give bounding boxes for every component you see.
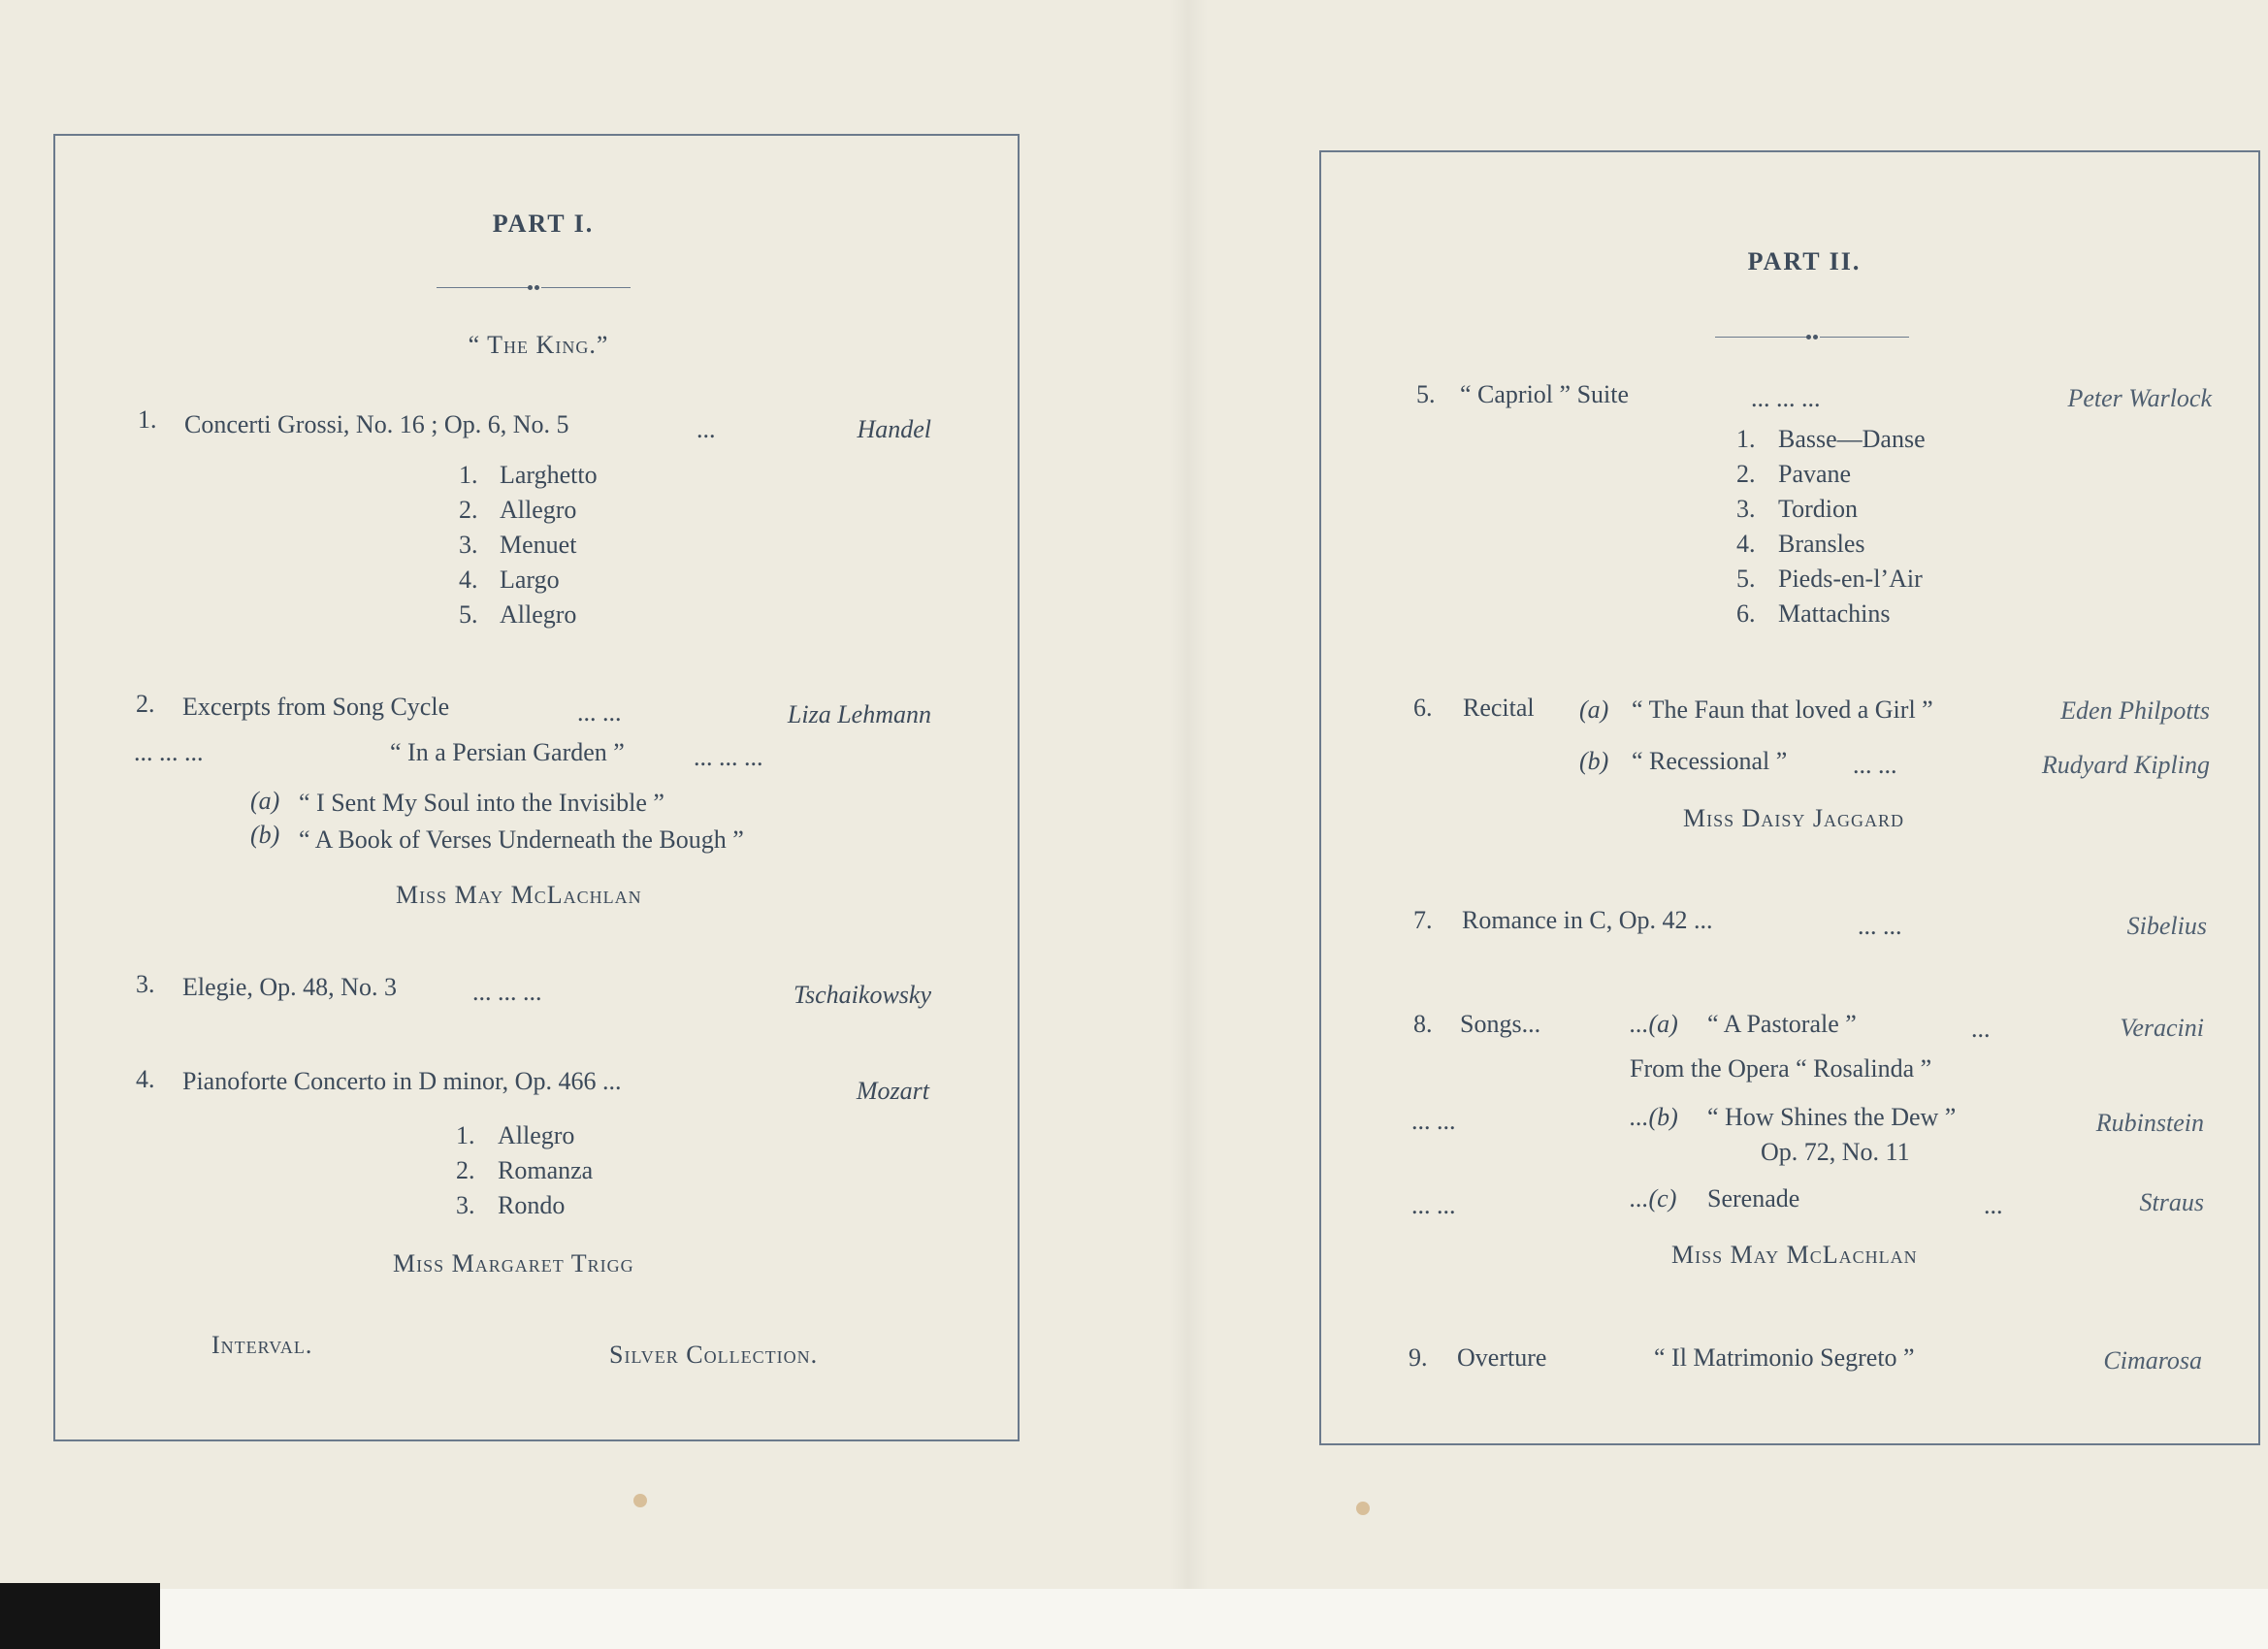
- item-number: 7.: [1413, 906, 1433, 934]
- movement-label: Pieds-en-l’Air: [1778, 565, 1923, 593]
- item-number: 6.: [1413, 694, 1433, 722]
- item-title: Pianoforte Concerto in D minor, Op. 466 ...: [182, 1067, 622, 1095]
- item-number: 4.: [136, 1065, 155, 1093]
- movement-label: Tordion: [1778, 495, 1858, 523]
- movement-number: 6.: [1736, 599, 1756, 628]
- movement-label: Mattachins: [1778, 599, 1891, 628]
- scan-edge-dark: [0, 1583, 160, 1649]
- movement-number: 5.: [1736, 565, 1756, 593]
- poem-title: “ The Faun that loved a Girl ”: [1632, 695, 1933, 724]
- leader-dots: ... ...: [1411, 1191, 1456, 1219]
- movement-number: 4.: [459, 566, 478, 594]
- leader-dots: ...: [1984, 1191, 2003, 1219]
- part-letter: (a): [250, 787, 280, 815]
- stain-spot: [633, 1494, 647, 1507]
- collection-label: Silver Collection.: [609, 1341, 819, 1369]
- opera-note: From the Opera “ Rosalinda ”: [1630, 1054, 1932, 1083]
- movement-label: Allegro: [498, 1121, 575, 1149]
- leader-dots: ... ... ...: [472, 978, 542, 1006]
- poem-title: “ Recessional ”: [1632, 747, 1788, 775]
- leader-dots: ... ...: [1411, 1107, 1456, 1135]
- item-title: Recital: [1463, 694, 1535, 722]
- item-number: 2.: [136, 690, 155, 718]
- composer: Liza Lehmann: [787, 700, 931, 728]
- song-title: Serenade: [1707, 1184, 1800, 1212]
- part-one-heading: PART I.: [492, 210, 595, 238]
- performer: Miss May McLachlan: [396, 881, 642, 909]
- movement-number: 1.: [1736, 425, 1756, 453]
- movement-number: 4.: [1736, 530, 1756, 558]
- movement-number: 1.: [459, 461, 478, 489]
- movement-label: Menuet: [500, 531, 577, 559]
- song-title: “ How Shines the Dew ”: [1707, 1103, 1957, 1131]
- leader-dots: ...: [1971, 1015, 1991, 1043]
- composer: Rubinstein: [2095, 1109, 2204, 1137]
- item-title: Elegie, Op. 48, No. 3: [182, 973, 397, 1001]
- movement-label: Larghetto: [500, 461, 598, 489]
- movement-label: Allegro: [500, 496, 577, 524]
- ornament-dot: [1813, 335, 1818, 340]
- ornament-dot: [528, 285, 533, 290]
- item-title: Songs...: [1460, 1010, 1541, 1038]
- movement-label: Rondo: [498, 1191, 566, 1219]
- performer: Miss May McLachlan: [1671, 1241, 1918, 1269]
- leader-dots: ... ...: [1858, 912, 1902, 940]
- movement-number: 2.: [1736, 460, 1756, 488]
- leader-dots: ... ...: [577, 698, 622, 727]
- part-letter: ...(c): [1630, 1184, 1677, 1212]
- leader-dots: ... ... ...: [1751, 384, 1821, 412]
- stain-spot: [1356, 1502, 1370, 1515]
- opera-title: “ Il Matrimonio Segreto ”: [1654, 1343, 1915, 1372]
- ornament-rule: [1820, 337, 1909, 338]
- part-letter: (b): [250, 821, 280, 849]
- movement-label: Allegro: [500, 600, 577, 629]
- interval-label: Interval.: [211, 1331, 313, 1359]
- item-number: 9.: [1409, 1343, 1428, 1372]
- ornament-dot: [535, 285, 539, 290]
- movement-label: Romanza: [498, 1156, 594, 1184]
- leader-dots: ...: [697, 415, 716, 443]
- part-letter: (b): [1579, 747, 1609, 775]
- ornament-rule: [437, 287, 532, 288]
- leader-dots: ... ... ...: [134, 738, 204, 766]
- performer: Miss Margaret Trigg: [393, 1249, 634, 1277]
- ornament-rule: [541, 287, 631, 288]
- movement-number: 3.: [1736, 495, 1756, 523]
- item-title: Overture: [1457, 1343, 1547, 1372]
- item-number: 5.: [1416, 380, 1436, 408]
- part-letter: ...(a): [1630, 1010, 1678, 1038]
- composer: Mozart: [856, 1077, 929, 1105]
- item-title: Excerpts from Song Cycle: [182, 693, 450, 721]
- ornament-rule: [1715, 337, 1810, 338]
- leader-dots: ... ... ...: [694, 743, 763, 771]
- movement-number: 5.: [459, 600, 478, 629]
- anthem-title: “ The King.”: [468, 331, 609, 359]
- movement-number: 3.: [459, 531, 478, 559]
- leader-dots: ... ...: [1853, 751, 1897, 779]
- part-letter: (a): [1579, 695, 1609, 724]
- scan-edge-light: [160, 1589, 2268, 1649]
- song-title: “ A Book of Verses Underneath the Bough ”: [299, 825, 744, 854]
- composer: Veracini: [2120, 1014, 2204, 1042]
- ornament-dot: [1806, 335, 1811, 340]
- poet: Rudyard Kipling: [2041, 751, 2210, 779]
- movement-number: 2.: [456, 1156, 475, 1184]
- part-two-heading: PART II.: [1747, 247, 1862, 275]
- movement-number: 1.: [456, 1121, 475, 1149]
- movement-label: Bransles: [1778, 530, 1865, 558]
- song-title: “ A Pastorale ”: [1707, 1010, 1857, 1038]
- movement-number: 2.: [459, 496, 478, 524]
- movement-label: Basse—Danse: [1778, 425, 1926, 453]
- composer: Straus: [2139, 1188, 2204, 1216]
- composer: Handel: [857, 415, 931, 443]
- page-fold-shadow: [1169, 0, 1208, 1591]
- composer: Cimarosa: [2103, 1346, 2202, 1374]
- item-title: “ Capriol ” Suite: [1460, 380, 1630, 408]
- item-title: Concerti Grossi, No. 16 ; Op. 6, No. 5: [184, 410, 569, 438]
- composer: Tschaikowsky: [793, 981, 931, 1009]
- poet: Eden Philpotts: [2060, 696, 2210, 725]
- song-cycle-title: “ In a Persian Garden ”: [390, 738, 625, 766]
- composer: Sibelius: [2126, 912, 2207, 940]
- item-title: Romance in C, Op. 42 ...: [1462, 906, 1713, 934]
- composer: Peter Warlock: [2067, 384, 2212, 412]
- movement-label: Pavane: [1778, 460, 1852, 488]
- item-number: 1.: [138, 405, 157, 434]
- opus-note: Op. 72, No. 11: [1761, 1138, 1910, 1166]
- performer: Miss Daisy Jaggard: [1683, 804, 1905, 832]
- item-number: 3.: [136, 970, 155, 998]
- song-title: “ I Sent My Soul into the Invisible ”: [299, 789, 664, 817]
- movement-label: Largo: [500, 566, 560, 594]
- movement-number: 3.: [456, 1191, 475, 1219]
- item-number: 8.: [1413, 1010, 1433, 1038]
- part-letter: ...(b): [1630, 1103, 1678, 1131]
